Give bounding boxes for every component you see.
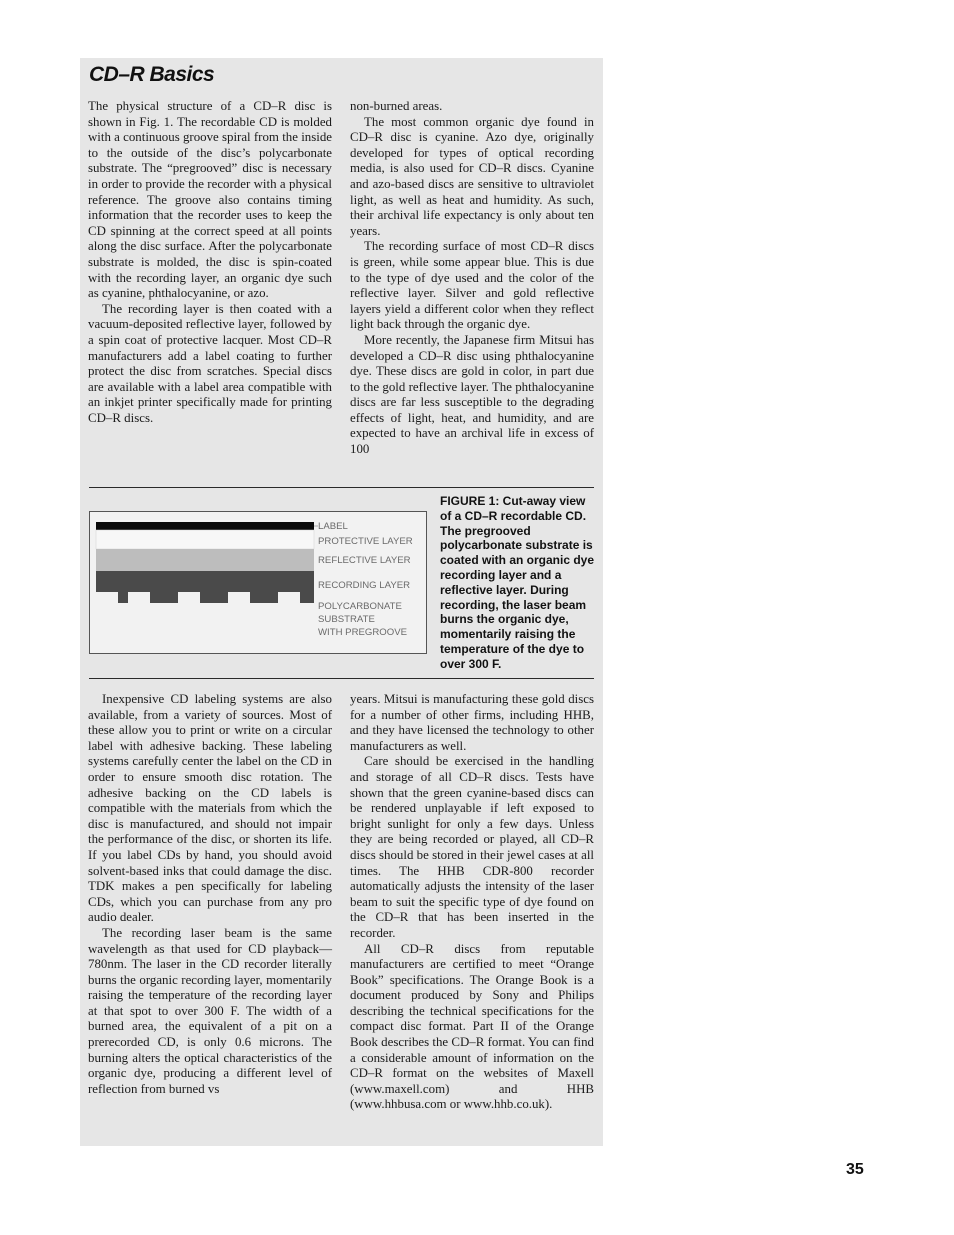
protective-layer — [96, 530, 314, 549]
figure-label-substrate: WITH PREGROOVE — [318, 627, 408, 638]
reflective-layer — [96, 549, 314, 571]
label-layer — [96, 522, 314, 530]
article-column-bottom-right — [350, 692, 594, 1113]
paragraph: More recently, the Japanese firm Mitsui has developed a CD–R disc using phthalocyanine dye. These discs are gold in color, in part due to the gold reflective layer. The phthalocyanine discs are far less susceptible to the degrading effects of light, heat, and humidity, and are expected to have an archival life in excess of 100 — [350, 332, 594, 457]
paragraph: The recording laser beam is the same wavelength as that used for CD playback—780nm. The laser in the CD recorder literally burns the organic recording layer, momentarily raising the temperature of the recording layer at that spot to over 300 F. The width of a burned area, the equivalent of a pit on a prerecorded CD, is only 0.6 microns. The burning alters the optical characteristics of the organic dye, producing a different level of reflection from burned vs — [88, 925, 332, 1096]
figure-top-rule — [89, 487, 594, 488]
article-column-bottom-left — [88, 692, 332, 1097]
article-column-top-left — [88, 99, 332, 426]
figure-label-substrate: POLYCARBONATE — [318, 601, 402, 612]
paragraph: The most common organic dye found in CD–R disc is cyanine. Azo dye, originally developed for types of optical recording media, is also used for CD–R discs. Cyanine and azo-based discs are sensitive to ultraviolet light, as well as heat and humidity. As such, their archival life expectancy is only about ten years. — [350, 114, 594, 238]
paragraph: All CD–R discs from reputable manufacturers are certified to meet “Orange Book” specifications. The Orange Book is a document produced by Sony and Philips describing the technical specifications for the compact disc format. Part II of the Orange Book describes the CD–R format. You can find a considerable amount of information on the CD–R format on the websites of Maxell (www.maxell.com) and HHB (www.hhbusa.com or www.hhb.co.uk). — [350, 941, 594, 1112]
article-column-top-right — [350, 99, 594, 458]
cd-cutaway-diagram — [89, 511, 427, 654]
figure-label-reflective: REFLECTIVE LAYER — [318, 555, 411, 566]
paragraph: years. Mitsui is manufacturing these gold discs for a number of other firms, including HHB, and they have licensed the technology to other manufacturers as well. — [350, 692, 594, 753]
figure-caption: FIGURE 1: Cut-away view of a CD–R recordable CD. The pregrooved polycarbonate substrate is coated with an organic dye recording layer and a reflective layer. During recording, the laser beam burns the organic dye, momentarily raising the temperature of the dye to over 300 F. — [440, 494, 595, 671]
figure-label-substrate: SUBSTRATE — [318, 614, 375, 625]
recording-layer — [96, 571, 314, 603]
paragraph: non-burned areas. — [350, 99, 443, 113]
sidebar-title: CD–R Basics — [89, 63, 215, 86]
paragraph: Inexpensive CD labeling systems are also available, from a variety of sources. Most of these allow you to print or write on a circular label with adhesive backing. These labeling systems carefully center the label on the CD in order to ensure smooth disc rotation. The adhesive backing on the CD labels is compatible with the materials from which the disc is manufactured, and should not impair the performance of the disc, or shorten its life. If you label CDs by hand, you should avoid solvent-based inks that could damage the disc. TDK makes a pen specifically for labeling CDs, which you can purchase from any pro audio dealer. — [88, 692, 332, 925]
figure-label-recording: RECORDING LAYER — [318, 580, 411, 591]
figure-bottom-rule — [89, 678, 594, 679]
paragraph: Care should be exercised in the handling and storage of all CD–R discs. Tests have shown that the green cyanine-based discs can be rendered unplayable if left exposed to bright sunlight for only a few days. Unless they are being recorded or played, all CD–R discs should be stored in their jewel cases at all times. The HHB CDR-800 recorder automatically adjusts the intensity of the laser beam to suit the specific type of dye found on the CD–R that has been inserted in the recorder. — [350, 754, 594, 940]
figure-label-protective: PROTECTIVE LAYER — [318, 536, 413, 547]
figure-label-label: LABEL — [318, 521, 348, 532]
paragraph: The physical structure of a CD–R disc is shown in Fig. 1. The recordable CD is molded with a continuous groove spiral from the inside to the outside of the disc’s polycarbonate substrate. The “pregrooved” disc is necessary in order to provide the recorder with a physical reference. The groove also contains timing information that the recorder uses to keep the CD spinning at the correct speed at all points along the disc surface. After the polycarbonate substrate is molded, the disc is spin-coated with the recording layer, an organic dye such as cyanine, phthalocyanine, or azo. — [88, 99, 332, 301]
paragraph: The recording surface of most CD–R discs is green, while some appear blue. This is due to the type of dye used and the color of the reflective layer. Silver and gold reflective layers yield a different color when they reflect light back through the organic dye. — [350, 239, 594, 332]
page-number: 35 — [846, 1161, 864, 1178]
paragraph: The recording layer is then coated with a vacuum-deposited reflective layer, followed by a spin coat of protective lacquer. Most CD–R manufacturers add a label coating to further protect the disc from scratches. Special discs are available with a label area compatible with an inkjet printer specifically made for printing CD–R discs. — [88, 301, 332, 425]
